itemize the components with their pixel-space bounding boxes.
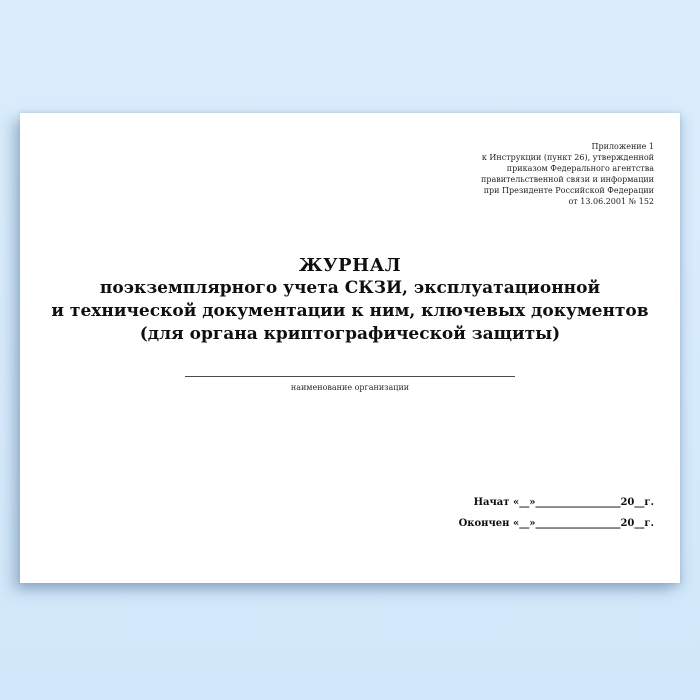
- appendix-reference: [481, 141, 654, 207]
- date-finished-line: Окончен «__»_________________20__г.: [458, 518, 654, 529]
- journal-subtitle-line-2: и технической документации к ним, ключевых документов: [51, 301, 649, 321]
- appendix-line: Приложение 1: [591, 142, 654, 151]
- organization-caption: наименование организации: [290, 383, 410, 392]
- appendix-line: к Инструкции (пункт 26), утвержденной: [481, 153, 654, 162]
- appendix-line: при Президенте Российской Федерации: [483, 186, 654, 195]
- organization-name-blank: [185, 361, 515, 377]
- journal-cover-sheet: [20, 113, 680, 583]
- dates-block: [459, 497, 654, 539]
- organization-block: [20, 361, 680, 392]
- appendix-line: правительственной связи и информации: [481, 175, 654, 184]
- journal-title-block: [20, 254, 680, 346]
- journal-subtitle-line-3: (для органа криптографической защиты): [139, 324, 561, 344]
- appendix-line: приказом Федерального агентства: [506, 164, 654, 173]
- appendix-line: от 13.06.2001 № 152: [568, 197, 654, 206]
- date-started-line: Начат «__»_________________20__г.: [473, 497, 654, 508]
- journal-title: ЖУРНАЛ: [298, 255, 402, 276]
- journal-subtitle-line-1: поэкземплярного учета СКЗИ, эксплуатационной: [99, 278, 601, 298]
